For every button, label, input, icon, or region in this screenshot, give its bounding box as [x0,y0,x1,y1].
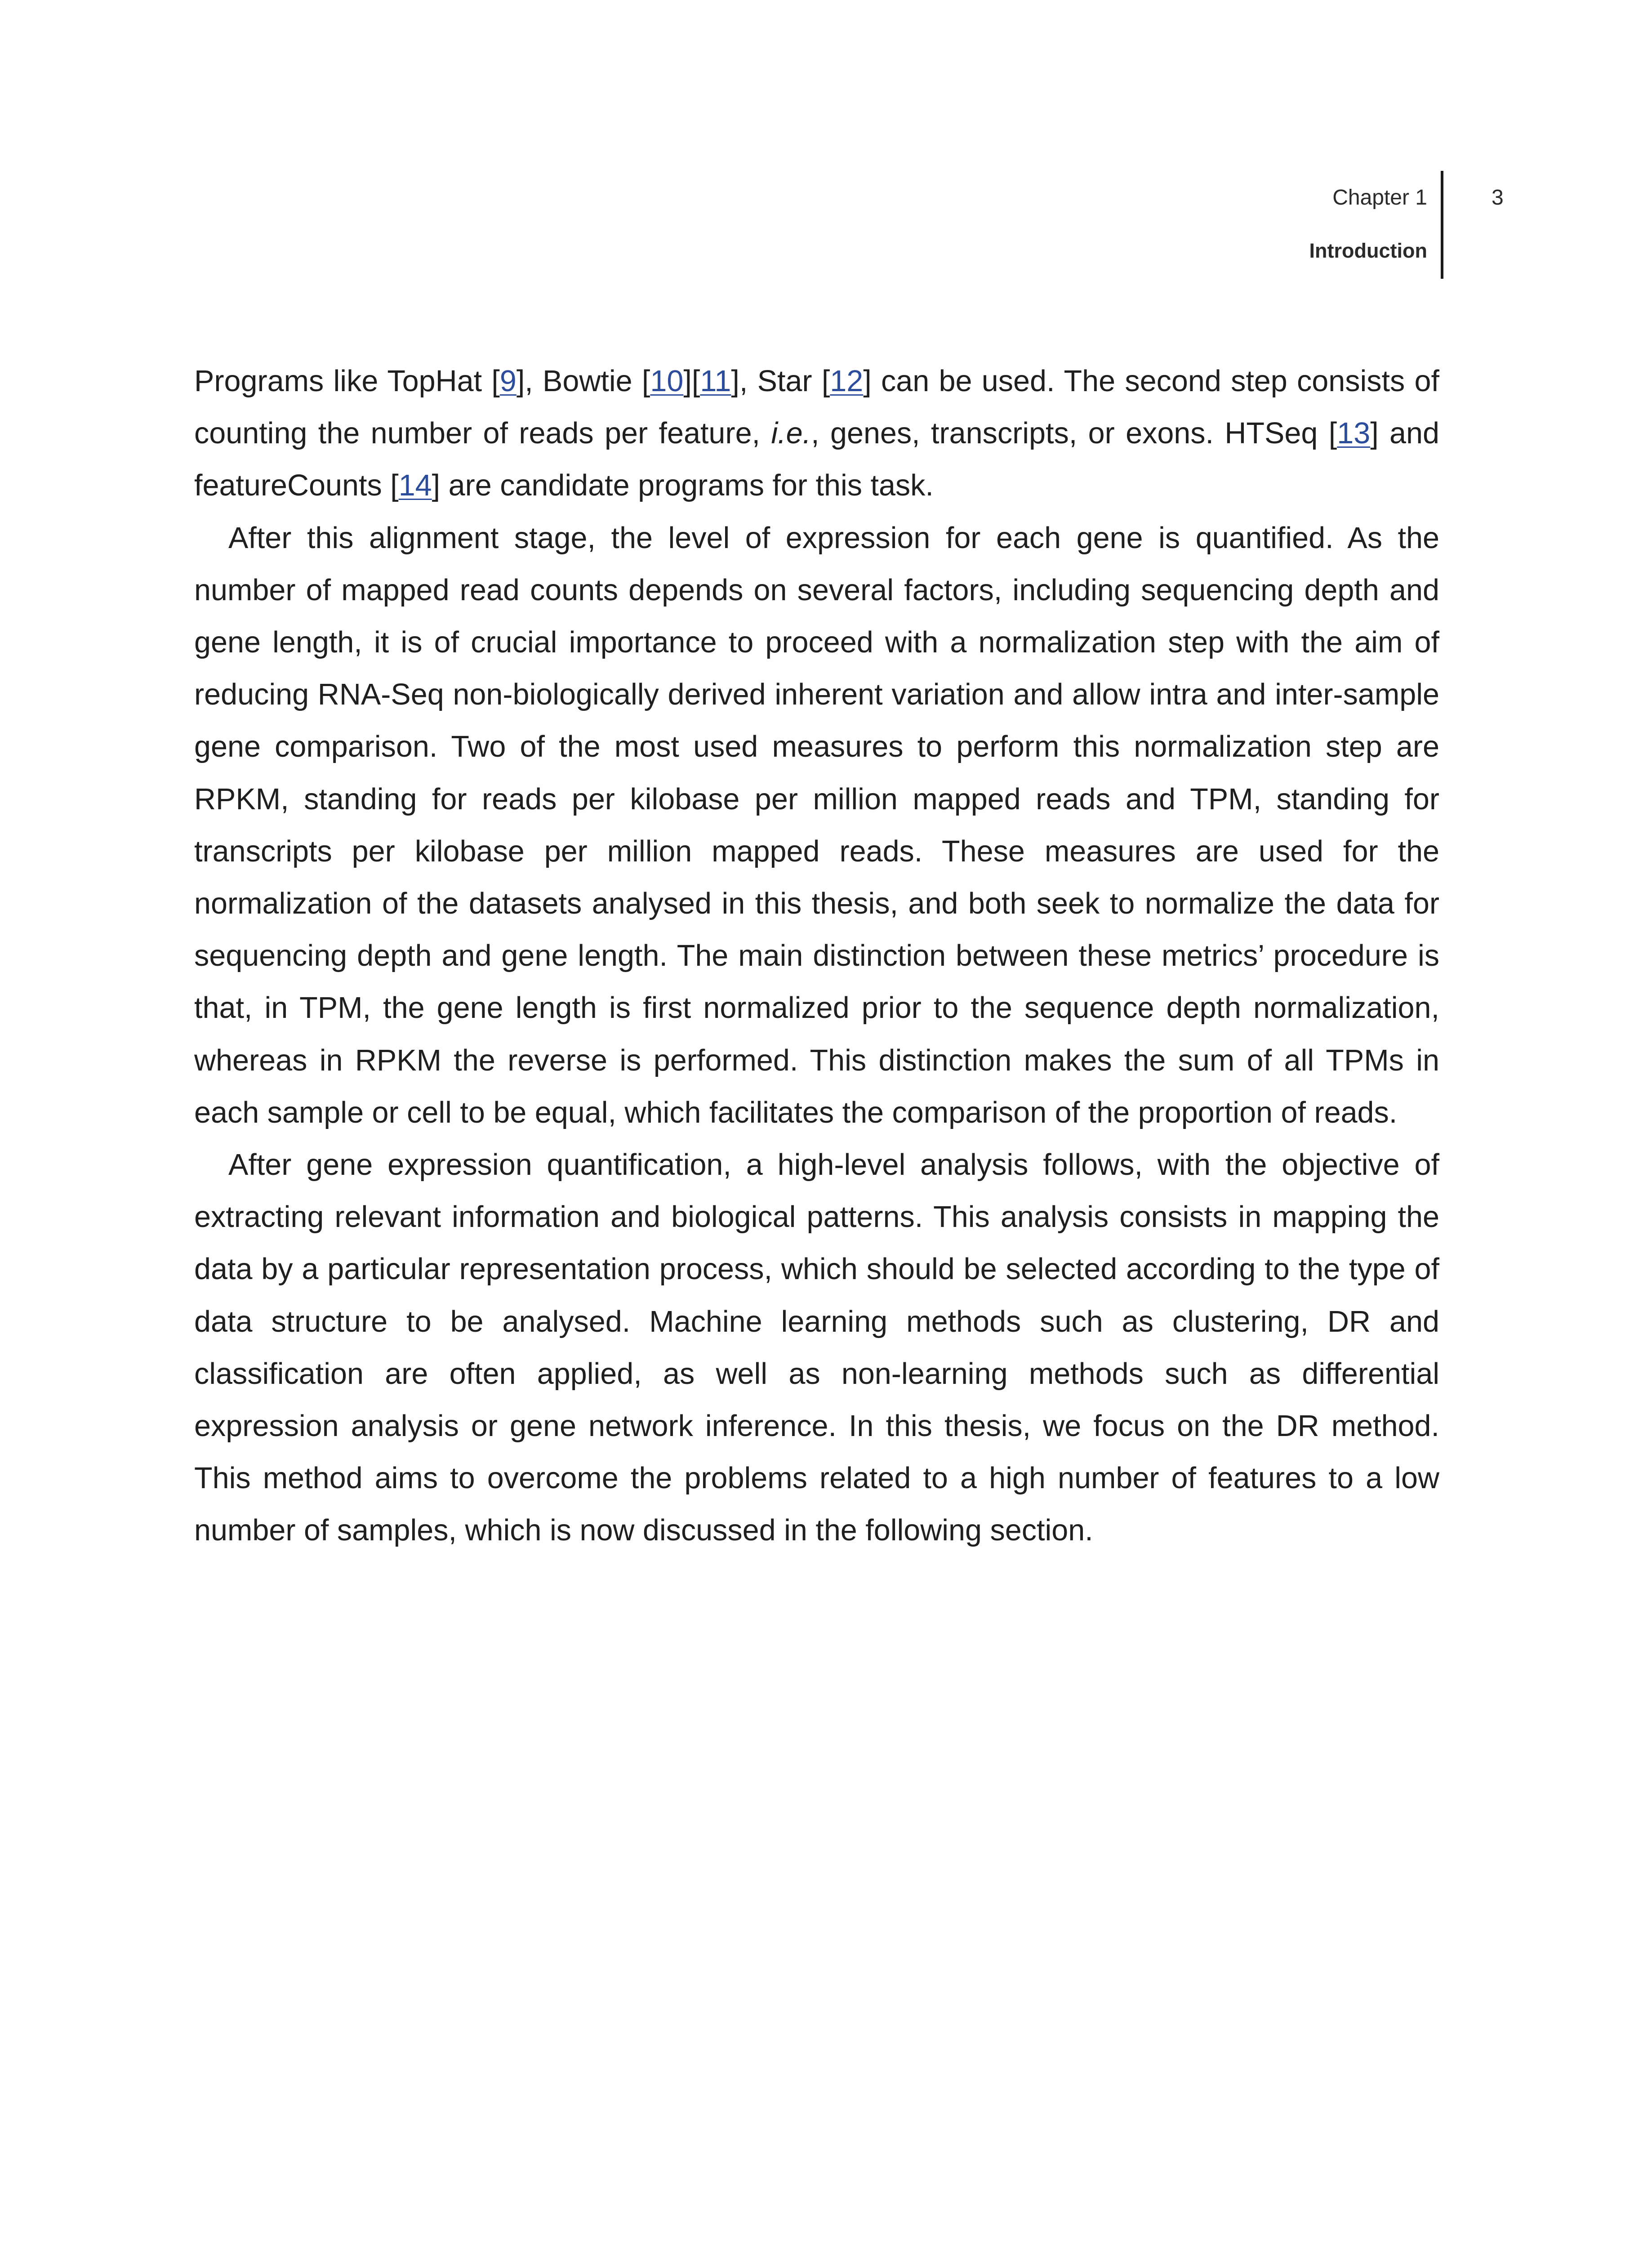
text-run: ] can be used. The second step consists of counting the number of reads per feature, [194,365,1439,450]
citation-link-14[interactable]: 14 [398,469,432,503]
italic-ie: i.e. [771,417,811,450]
text-run: ], Star [ [731,365,830,398]
paragraph-2: After this alignment stage, the level of expression for each gene is quantified. As the number of mapped read counts depends on several factors, including sequencing depth and gene length, it is of crucial importance to proceed with a normalization step with the aim of reducing RNA-Seq non-biologically derived inherent variation and allow intra and inter-sample gene comparison. Two of the most used measures to perform this normalization step are RPKM, standing for reads per kilobase per million mapped reads and TPM, standing for transcripts per kilobase per million mapped reads. These measures are used for the normalization of the datasets analysed in this thesis, and both seek to normalize the data for sequencing depth and gene length. The main distinction between these metrics’ procedure is that, in TPM, the gene length is first normalized prior to the sequence depth normalization, whereas in RPKM the reverse is performed. This distinction makes the sum of all TPMs in each sample or cell to be equal, which facilitates the comparison of the proportion of reads. [194,521,1439,1129]
body-text [194,355,1439,1557]
text-run: ] are candidate programs for this task. [432,469,934,503]
header-divider [1441,171,1443,279]
citation-link-9[interactable]: 9 [499,365,517,398]
citation-link-13[interactable]: 13 [1337,417,1371,450]
paragraph-1 [194,355,1439,512]
text-run: ], Bowtie [ [516,365,650,398]
paragraph-3: After gene expression quantification, a high-level analysis follows, with the objective of extracting relevant information and biological patterns. This analysis consists in mapping the data by a particular representation process, which should be selected according to the type of data structure to be analysed. Machine learning methods such as clustering, DR and classification are often applied, as well as non-learning methods such as differential expression analysis or gene network inference. In this thesis, we focus on the DR method. This method aims to overcome the problems related to a high number of features to a low number of samples, which is now discussed in the following section. [194,1148,1439,1548]
citation-link-11[interactable]: 11 [700,365,731,398]
text-run: ][ [683,365,700,398]
running-header [0,171,1652,288]
page-number: 3 [1492,186,1504,210]
chapter-label: Chapter 1 [1332,186,1427,210]
text-run: , genes, transcripts, or exons. HTSeq [ [811,417,1337,450]
citation-link-12[interactable]: 12 [830,365,864,398]
section-title: Introduction [1309,239,1427,262]
text-run: Programs like TopHat [ [194,365,500,398]
citation-link-10[interactable]: 10 [650,365,684,398]
text-run: ] and featureCounts [ [194,417,1439,503]
